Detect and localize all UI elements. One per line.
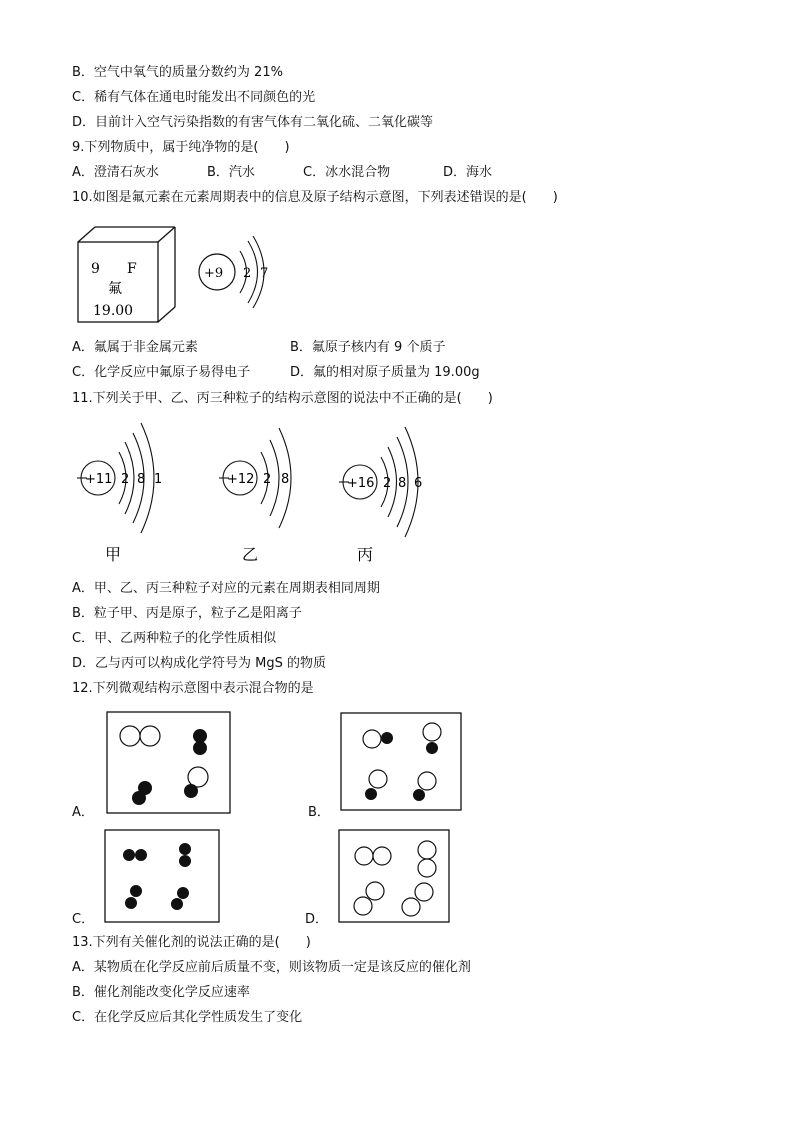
q10-stem: 10.如图是氟元素在元素周期表中的信息及原子结构示意图，下列表述错误的是( ): [72, 190, 558, 205]
q9-option-b: B．汽水: [207, 165, 255, 180]
q10-option-d: D．氟的相对原子质量为 19.00g: [290, 365, 480, 380]
fluorine-element-card: [75, 225, 180, 327]
q11-option-b: B．粒子甲、丙是原子，粒子乙是阳离子: [72, 606, 302, 621]
q12-option-a: A．: [72, 805, 94, 820]
mixture-box-a: [106, 711, 232, 815]
element-symbol: F: [127, 261, 137, 277]
q9-option-d: D．海水: [443, 165, 493, 180]
q9-option-c: C．冰水混合物: [303, 165, 391, 180]
shell-electrons-2: 8: [281, 472, 290, 487]
particle-bing-diagram: [335, 415, 435, 565]
q12-option-d: D．: [305, 912, 329, 927]
shell-electrons-1: 2: [121, 472, 130, 487]
q13-option-c: C．在化学反应后其化学性质发生了变化: [72, 1010, 303, 1025]
q10-option-b: B．氟原子核内有 9 个质子: [290, 340, 446, 355]
q12-stem: 12.下列微观结构示意图中表示混合物的是: [72, 681, 314, 696]
shell-electrons-2: 8: [137, 472, 146, 487]
shell-electrons-2: 8: [398, 476, 407, 491]
q9-stem: 9.下列物质中，属于纯净物的是( ): [72, 140, 290, 155]
nucleus-charge: +9: [204, 266, 224, 281]
nucleus-charge: +11: [85, 472, 113, 487]
q11-option-d: D．乙与丙可以构成化学符号为 MgS 的物质: [72, 656, 326, 671]
particle-label: 甲: [105, 545, 122, 564]
q8-option-c: C．稀有气体在通电时能发出不同颜色的光: [72, 90, 316, 105]
particle-yi-diagram: [215, 415, 305, 565]
nucleus-charge: +12: [227, 472, 255, 487]
shell-electrons-1: 2: [263, 472, 272, 487]
q11-option-c: C．甲、乙两种粒子的化学性质相似: [72, 631, 277, 646]
particle-jia-diagram: [75, 415, 175, 565]
q8-option-d: D．目前计入空气污染指数的有害气体有二氧化硫、二氧化碳等: [72, 115, 434, 130]
q10-option-c: C．化学反应中氟原子易得电子: [72, 365, 251, 380]
particle-label: 乙: [242, 545, 259, 564]
q9-option-a: A．澄清石灰水: [72, 165, 159, 180]
element-name: 氟: [108, 281, 122, 297]
q10-option-a: A．氟属于非金属元素: [72, 340, 198, 355]
q13-option-a: A．某物质在化学反应前后质量不变，则该物质一定是该反应的催化剂: [72, 960, 471, 975]
q11-option-a: A．甲、乙、丙三种粒子对应的元素在周期表相同周期: [72, 581, 380, 596]
mixture-box-d: [338, 829, 451, 924]
q8-option-b: B．空气中氧气的质量分数约为 21%: [72, 65, 283, 80]
nucleus-charge: +16: [347, 476, 375, 491]
q12-option-b: B．: [308, 805, 330, 820]
shell-electrons-3: 6: [414, 476, 423, 491]
shell-electrons-2: 7: [260, 266, 269, 281]
fluorine-atom-diagram: [195, 233, 280, 313]
q13-option-b: B．催化剂能改变化学反应速率: [72, 985, 250, 1000]
shell-electrons-1: 2: [243, 266, 252, 281]
shell-electrons-3: 1: [154, 472, 163, 487]
mixture-box-c: [104, 829, 221, 924]
q12-option-c: C．: [72, 912, 95, 927]
mixture-box-b: [340, 712, 463, 812]
element-number: 9: [91, 261, 100, 277]
shell-electrons-1: 2: [383, 476, 392, 491]
element-mass: 19.00: [93, 303, 134, 319]
q11-stem: 11.下列关于甲、乙、丙三种粒子的结构示意图的说法中不正确的是( ): [72, 391, 493, 406]
q13-stem: 13.下列有关催化剂的说法正确的是( ): [72, 935, 311, 950]
particle-label: 丙: [357, 545, 374, 564]
